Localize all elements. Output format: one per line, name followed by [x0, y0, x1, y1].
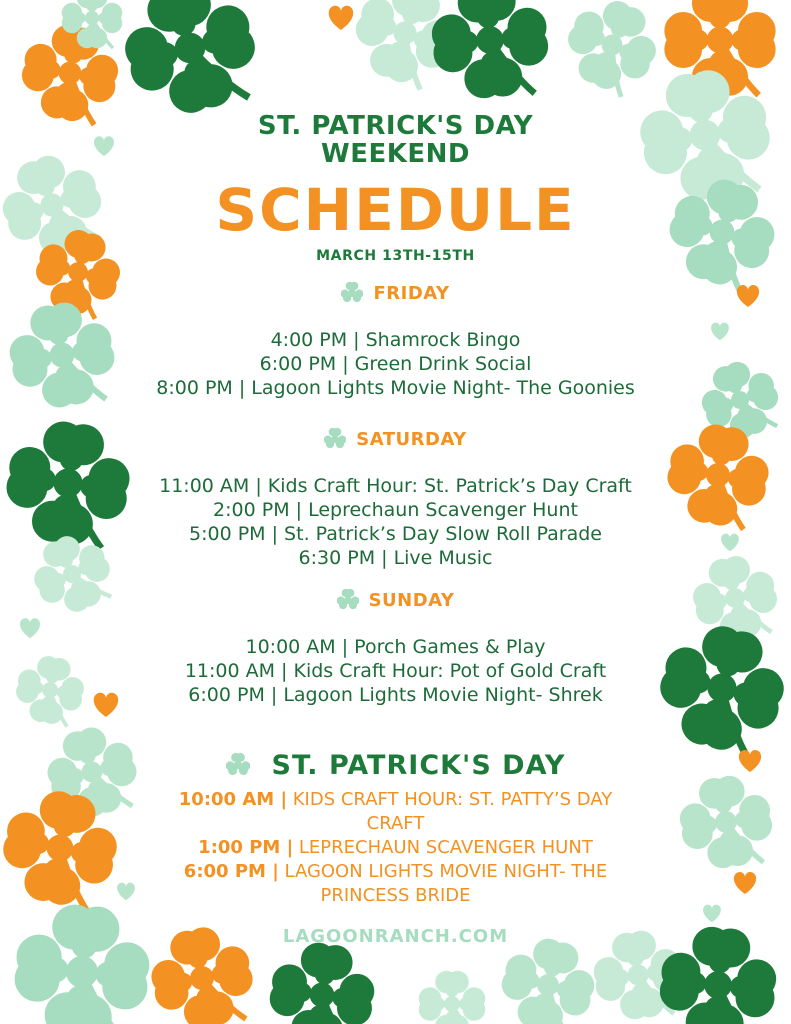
- title-line-1: ST. PATRICK'S DAY: [257, 111, 534, 141]
- list-item: [0, 836, 791, 860]
- day-label: SATURDAY: [356, 429, 467, 450]
- section-label: ST. PATRICK'S DAY: [271, 750, 566, 781]
- list-item-continuation: CRAFT: [366, 813, 425, 834]
- website-link[interactable]: LAGOONRANCH.COM: [282, 926, 509, 947]
- list-item: 10:00 AM | Porch Games & Play: [245, 636, 546, 658]
- event-title: LAGOON LIGHTS MOVIE NIGHT- THE: [278, 861, 608, 882]
- shamrock-icon: [341, 281, 363, 303]
- list-item: 4:00 PM | Shamrock Bingo: [270, 329, 521, 351]
- list-item: [0, 860, 791, 884]
- list-item: 5:00 PM | St. Patrick’s Day Slow Roll Parade: [189, 523, 602, 545]
- shamrock-icon: [324, 427, 346, 449]
- saturday-events: [0, 474, 791, 570]
- list-item: 8:00 PM | Lagoon Lights Movie Night- The Goonies: [156, 377, 635, 399]
- list-item: 11:00 AM | Kids Craft Hour: St. Patrick’s Day Craft: [159, 475, 632, 497]
- list-item: 2:00 PM | Leprechaun Scavenger Hunt: [213, 499, 578, 521]
- day-heading-friday: [0, 281, 791, 305]
- page-title: SCHEDULE: [215, 176, 576, 244]
- day-heading-sunday: [0, 588, 791, 612]
- day-label: FRIDAY: [373, 283, 450, 304]
- event-time: 1:00 PM |: [198, 837, 294, 858]
- section-title-st-patricks-day: [0, 750, 791, 782]
- title-line-2: WEEKEND: [321, 139, 470, 169]
- list-item: 6:30 PM | Live Music: [298, 547, 493, 569]
- event-title: LEPRECHAUN SCAVENGER HUNT: [293, 837, 593, 858]
- friday-events: [0, 328, 791, 400]
- shamrock-icon: [226, 752, 250, 776]
- event-time: 6:00 PM |: [183, 861, 279, 882]
- event-title: KIDS CRAFT HOUR: ST. PATTY’S DAY: [287, 789, 613, 810]
- sunday-events: [0, 635, 791, 707]
- event-dates: MARCH 13TH-15TH: [316, 248, 475, 264]
- list-item: 6:00 PM | Green Drink Social: [259, 353, 532, 375]
- list-item: 11:00 AM | Kids Craft Hour: Pot of Gold Craft: [184, 660, 607, 682]
- list-item-continuation: PRINCESS BRIDE: [320, 885, 471, 906]
- day-heading-saturday: [0, 427, 791, 451]
- st-patricks-events: [0, 788, 791, 908]
- list-item: 6:00 PM | Lagoon Lights Movie Night- Shrek: [188, 684, 603, 706]
- shamrock-icon: [337, 588, 359, 610]
- event-time: 10:00 AM |: [178, 789, 288, 810]
- day-label: SUNDAY: [368, 590, 455, 611]
- list-item: [0, 788, 791, 812]
